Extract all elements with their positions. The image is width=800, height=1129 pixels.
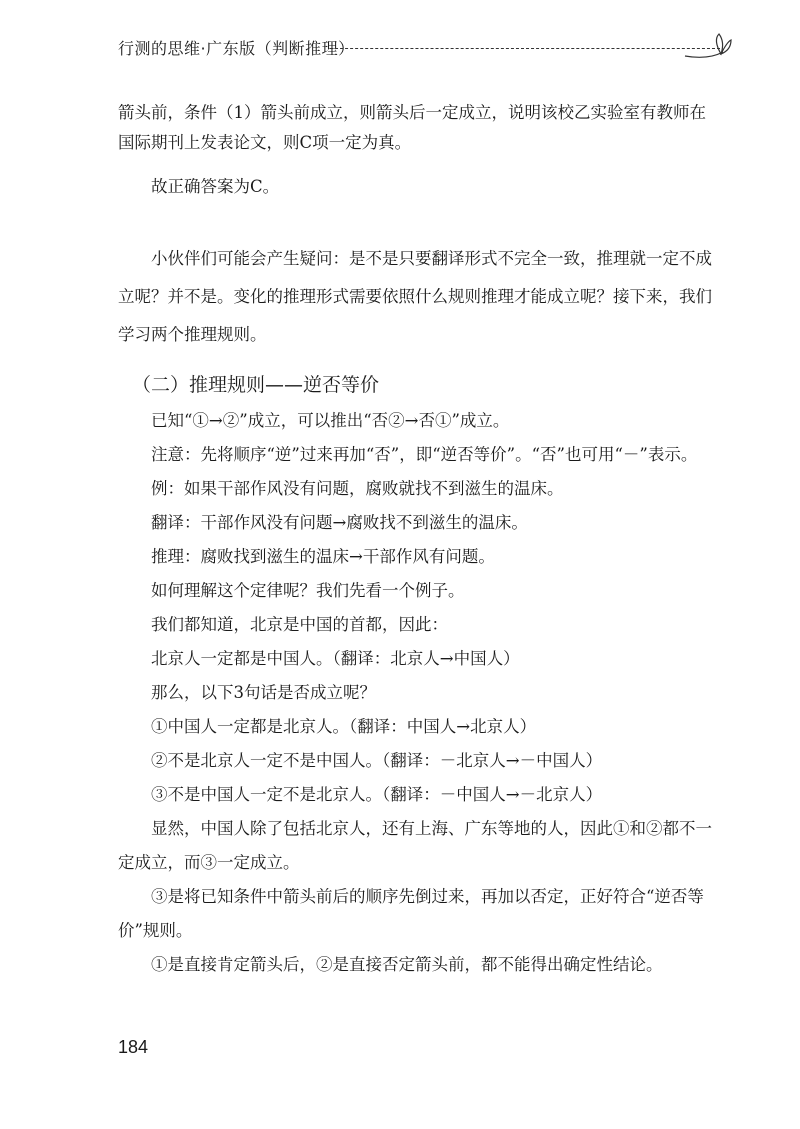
paragraph: 翻译：干部作风没有问题→腐败找不到滋生的温床。 xyxy=(151,513,528,532)
paragraph: 小伙伴们可能会产生疑问：是不是只要翻译形式不完全一致，推理就一定不成立呢？并不是。变化的推理形式需要依照什么规则推理才能成立呢？接下来，我们学习两个推理规则。 xyxy=(118,249,712,344)
paragraph: 北京人一定都是中国人。（翻译：北京人→中国人） xyxy=(151,649,520,668)
top-text-block xyxy=(118,98,718,202)
section-text-block xyxy=(118,404,718,982)
paragraph: 例：如果干部作风没有问题，腐败就找不到滋生的温床。 xyxy=(151,479,564,498)
paragraph: 那么，以下3句话是否成立呢？ xyxy=(151,683,376,702)
paragraph: 推理：腐败找到滋生的温床→干部作风有问题。 xyxy=(151,547,495,566)
leaf-icon xyxy=(683,30,733,66)
section-heading: （二）推理规则——逆否等价 xyxy=(132,374,380,396)
paragraph: ①中国人一定都是北京人。（翻译：中国人→北京人） xyxy=(151,717,537,736)
middle-text-block xyxy=(118,240,718,354)
paragraph: 已知“①→②”成立，可以推出“否②→否①”成立。 xyxy=(151,411,510,430)
paragraph: 我们都知道，北京是中国的首都，因此： xyxy=(151,615,448,634)
page-number: 184 xyxy=(118,1037,149,1057)
header-rule xyxy=(330,48,720,49)
paragraph: ①是直接肯定箭头后，②是直接否定箭头前，都不能得出确定性结论。 xyxy=(151,955,663,974)
paragraph: 故正确答案为C。 xyxy=(151,177,280,196)
paragraph: ③是将已知条件中箭头前后的顺序先倒过来，再加以否定，正好符合“逆否等价”规则。 xyxy=(118,887,704,940)
paragraph: 如何理解这个定律呢？我们先看一个例子。 xyxy=(151,581,465,600)
running-header xyxy=(118,30,738,70)
header-title: 行测的思维·广东版（判断推理） xyxy=(118,39,355,58)
paragraph: ③不是中国人一定不是北京人。（翻译：－中国人→－北京人） xyxy=(151,785,603,804)
paragraph: 显然，中国人除了包括北京人，还有上海、广东等地的人，因此①和②都不一定成立，而③一定成立。 xyxy=(118,819,712,872)
paragraph: 箭头前，条件（1）箭头前成立，则箭头后一定成立，说明该校乙实验室有教师在国际期刊上发表论文，则C项一定为真。 xyxy=(118,103,706,152)
paragraph: 注意：先将顺序“逆”过来再加“否”，即“逆否等价”。“否”也可用“－”表示。 xyxy=(151,445,698,464)
paragraph: ②不是北京人一定不是中国人。（翻译：－北京人→－中国人） xyxy=(151,751,603,770)
